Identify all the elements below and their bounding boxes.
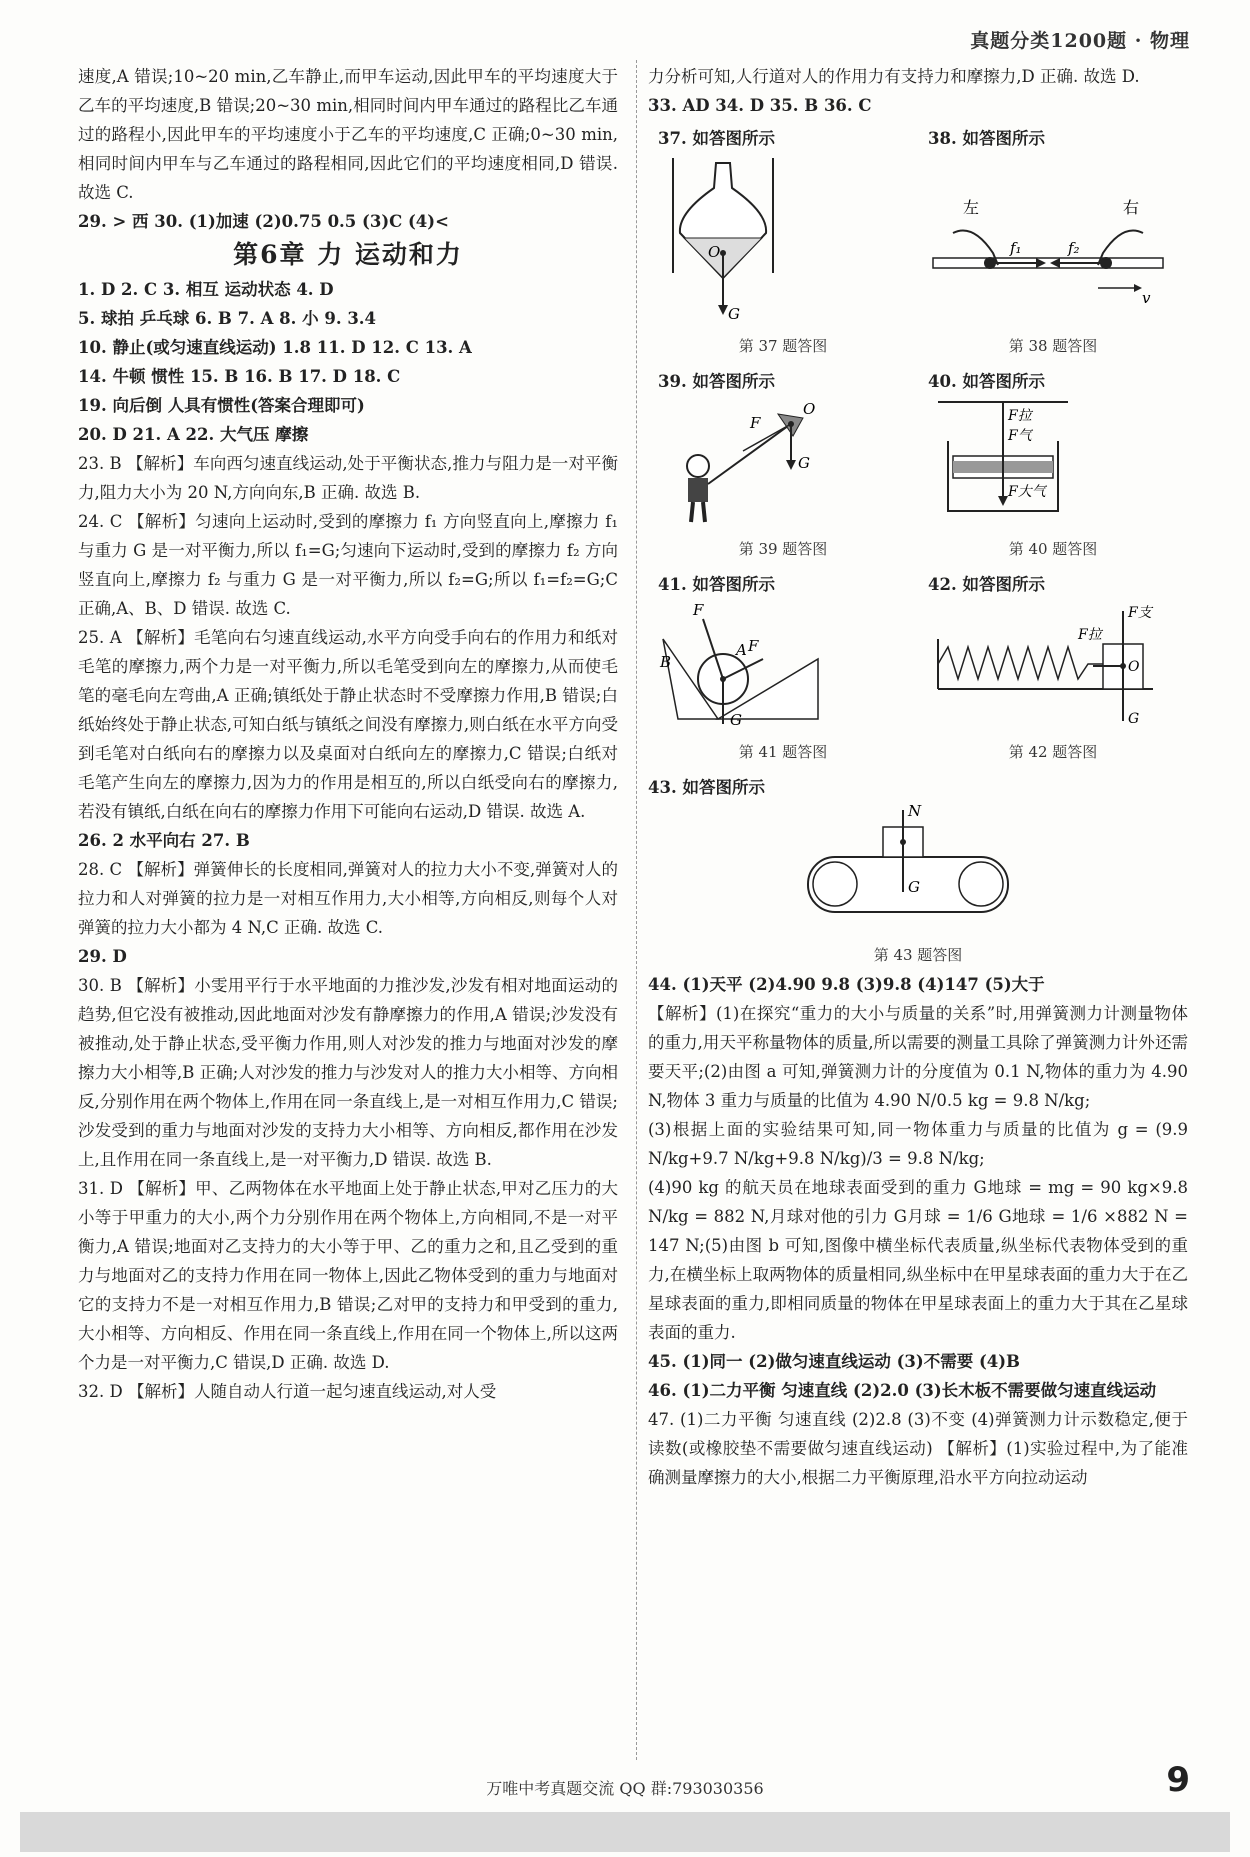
answer-20: 20. D 21. A 22. 大气压 摩擦	[78, 425, 309, 444]
answer-19: 19. 向后倒 人具有惯性(答案合理即可)	[78, 396, 365, 415]
figure-37-drawing	[658, 153, 788, 323]
label-F-top: F	[693, 601, 704, 619]
answer-28: 28. C 【解析】弹簧伸长的长度相同,弹簧对人的拉力大小不变,弹簧对人的拉力和人对弹簧的拉力是一对相互作用力,大小相等,方向相反,则每个人对弹簧的拉力大小都为 4 N,C 正确. 故选 C.	[78, 860, 618, 937]
answer-38: 38. 如答图所示	[928, 129, 1045, 148]
label-F-pull: F拉	[1008, 408, 1032, 424]
figure-42	[928, 570, 1178, 767]
figure-row-37-38	[648, 124, 1188, 361]
label-F-pull: F拉	[1078, 627, 1102, 643]
figure-40-drawing	[928, 396, 1078, 526]
answer-24: 24. C 【解析】匀速向上运动时,受到的摩擦力 f₁ 方向竖直向上,摩擦力 f₁ 与重力 G 是一对平衡力,所以 f₁=G;匀速向下运动时,受到的摩擦力 f₂ 方向竖直向上,摩擦力 f₂ 与重力 G 是一对平衡力,所以 f₂=G;所以 f₁=f₂=G;C 正确,A、B、D 错误. 故选 C.	[78, 512, 618, 618]
answer-30: 30. B 【解析】小雯用平行于水平地面的力推沙发,沙发有相对地面运动的趋势,但它没有被推动,因此地面对沙发有静摩擦力的作用,A 错误;沙发没有被推动,处于静止状态,受平衡力作用,则人对沙发的推力与地面对沙发的摩擦力大小相等,B 正确;人对沙发的推力与沙发对人的推力大小相等、方向相反,分别作用在两个物体上,作用在同一条直线上,是一对相互作用力,C 错误;沙发受到的重力与地面对沙发的支持力大小相等、方向相反,都作用在沙发上,且作用在同一条直线上,是一对平衡力,D 错误. 故选 B.	[78, 976, 618, 1169]
label-F: F	[750, 414, 761, 432]
left-column	[78, 62, 618, 1406]
label-F-right: F	[748, 637, 759, 655]
answer-5: 5. 球拍 乒乓球 6. B 7. A 8. 小 9. 3.4	[78, 309, 377, 328]
answer-42: 42. 如答图所示	[928, 575, 1045, 594]
continued-text: 速度,A 错误;10~20 min,乙车静止,而甲车运动,因此甲车的平均速度大于乙车的平均速度,B 错误;20~30 min,相同时间内甲车通过的路程比乙车通过的路程小,因此甲车的平均速度小于乙车的平均速度,C 正确;0~30 min,相同时间内甲车与乙车通过的路程相同,因此它们的平均速度相同,D 错误. 故选 C.	[78, 67, 618, 202]
label-F-gas: F气	[1008, 428, 1032, 444]
label-O: O	[708, 243, 721, 261]
answer-1: 1. D 2. C 3. 相互 运动状态 4. D	[78, 280, 334, 299]
figure-41	[658, 570, 908, 767]
figure-40	[928, 367, 1178, 564]
label-A: A	[736, 641, 747, 659]
answer-45: 45. (1)同一 (2)做匀速直线运动 (3)不需要 (4)B	[648, 1352, 1021, 1371]
answer-39: 39. 如答图所示	[658, 372, 775, 391]
figure-37-caption: 第 37 题答图	[738, 337, 828, 355]
label-G: G	[728, 305, 740, 323]
figure-39-caption: 第 39 题答图	[738, 540, 828, 558]
label-G: G	[798, 454, 810, 472]
label-B: B	[660, 653, 672, 671]
figure-43	[648, 773, 1188, 970]
figure-41-caption: 第 41 题答图	[738, 743, 828, 761]
answer-44-explain-2: (3)根据上面的实验结果可知,同一物体重力与质量的比值为 g = (9.9 N/kg+9.7 N/kg+9.8 N/kg)/3 = 9.8 N/kg;	[648, 1120, 1188, 1168]
label-f1: f₁	[1010, 239, 1022, 257]
figure-42-caption: 第 42 题答图	[1008, 743, 1098, 761]
answer-44-explain-3: (4)90 kg 的航天员在地球表面受到的重力 G地球 = mg = 90 kg×9.8 N/kg = 882 N,月球对他的引力 G月球 = 1/6 G地球 = 1/6 ×882 N = 147 N;(5)由图 b 可知,图像中横坐标代表质量,纵坐标代表物体受到的重力,在横坐标上取两物体的质量相同,纵坐标中在甲星球表面的重力大于在乙星球表面的重力,即相同质量的物体在甲星球表面上的重力大于其在乙星球表面的重力.	[648, 1178, 1188, 1342]
label-F-support: F支	[1128, 605, 1152, 621]
label-G: G	[908, 878, 920, 896]
figure-37	[658, 124, 908, 361]
answer-29: 29. > 西 30. (1)加速 (2)0.75 0.5 (3)C (4)<	[78, 212, 449, 231]
chapter-title: 第6章 力 运动和力	[233, 240, 463, 269]
figure-row-39-40	[648, 367, 1188, 564]
answer-43: 43. 如答图所示	[648, 778, 765, 797]
answer-23: 23. B 【解析】车向西匀速直线运动,处于平衡状态,推力与阻力是一对平衡力,阻力大小为 20 N,方向向东,B 正确. 故选 B.	[78, 454, 618, 502]
bottom-band	[20, 1812, 1230, 1852]
label-G: G	[1128, 711, 1140, 727]
label-right: 右	[1123, 198, 1140, 217]
figure-38-caption: 第 38 题答图	[1008, 337, 1098, 355]
figure-41-drawing	[658, 599, 828, 729]
label-F-atm: F大气	[1008, 484, 1046, 500]
continued-text-right: 力分析可知,人行道对人的作用力有支持力和摩擦力,D 正确. 故选 D.	[648, 67, 1140, 86]
answer-10: 10. 静止(或匀速直线运动) 1.8 11. D 12. C 13. A	[78, 338, 472, 357]
answer-25: 25. A 【解析】毛笔向右匀速直线运动,水平方向受手向右的作用力和纸对毛笔的摩擦力,两个力是一对平衡力,所以毛笔受到向左的摩擦力,从而使毛笔的毫毛向左弯曲,A 正确;镇纸处于静止状态时不受摩擦力作用,B 错误;白纸始终处于静止状态,可知白纸与镇纸之间没有摩擦力,则白纸在水平方向受到毛笔对白纸向右的摩擦力以及桌面对白纸向左的摩擦力,C 错误;白纸对毛笔产生向左的摩擦力,因为力的作用是相互的,所以白纸受向右的摩擦力,若没有镇纸,白纸在向右的摩擦力作用下可能向右运动,D 错误. 故选 A.	[78, 628, 618, 821]
answer-26: 26. 2 水平向右 27. B	[78, 831, 250, 850]
figure-42-drawing	[928, 599, 1158, 729]
answer-46: 46. (1)二力平衡 匀速直线 (2)2.0 (3)长木板不需要做匀速直线运动	[648, 1381, 1157, 1400]
label-f2: f₂	[1068, 239, 1080, 257]
page-number: 9	[1166, 1760, 1190, 1800]
figure-39	[658, 367, 908, 564]
figure-38	[928, 124, 1178, 361]
answer-37: 37. 如答图所示	[658, 129, 775, 148]
answer-32: 32. D 【解析】人随自动人行道一起匀速直线运动,对人受	[78, 1382, 497, 1401]
answer-41: 41. 如答图所示	[658, 575, 775, 594]
answer-31: 31. D 【解析】甲、乙两物体在水平地面上处于静止状态,甲对乙压力的大小等于甲重力的大小,两个力分别作用在两个物体上,方向相同,不是一对平衡力,A 错误;地面对乙支持力的大小等于甲、乙的重力之和,且乙受到的重力与地面对乙的支持力作用在同一物体上,因此乙物体受到的重力与地面对它的支持力不是一对相互作用力,B 错误;乙对甲的支持力和甲受到的重力,大小相等、方向相反、作用在同一条直线上,作用在同一个物体上,所以这两个力是一对平衡力,C 错误,D 正确. 故选 D.	[78, 1179, 618, 1372]
answer-47: 47. (1)二力平衡 匀速直线 (2)2.8 (3)不变 (4)弹簧测力计示数稳定,便于读数(或橡胶垫不需要做匀速直线运动) 【解析】(1)实验过程中,为了能准确测量摩擦力的大小,根据二力平衡原理,沿水平方向拉动运动	[648, 1410, 1188, 1487]
figure-43-caption: 第 43 题答图	[873, 946, 963, 964]
answer-33: 33. AD 34. D 35. B 36. C	[648, 96, 872, 115]
label-O: O	[803, 400, 816, 418]
figure-row-41-42	[648, 570, 1188, 767]
figure-43-drawing	[648, 802, 1188, 932]
answer-40: 40. 如答图所示	[928, 372, 1045, 391]
answer-44: 44. (1)天平 (2)4.90 9.8 (3)9.8 (4)147 (5)大于	[648, 975, 1045, 994]
label-O: O	[1128, 659, 1140, 675]
label-N: N	[908, 802, 922, 820]
figure-39-drawing	[658, 396, 838, 526]
column-divider	[636, 60, 638, 1760]
figure-40-caption: 第 40 题答图	[1008, 540, 1098, 558]
answer-14: 14. 牛顿 惯性 15. B 16. B 17. D 18. C	[78, 367, 401, 386]
figure-38-drawing	[928, 153, 1168, 323]
page-header: 真题分类1200题 · 物理	[970, 30, 1190, 52]
answer-29b: 29. D	[78, 947, 127, 966]
label-G: G	[730, 711, 742, 729]
label-v: v	[1142, 289, 1151, 307]
label-left: 左	[963, 198, 980, 217]
right-column	[648, 62, 1188, 1492]
answer-44-explain-1: 【解析】(1)在探究“重力的大小与质量的关系”时,用弹簧测力计测量物体的重力,用天平称量物体的质量,所以需要的测量工具除了弹簧测力计外还需要天平;(2)由图 a 可知,弹簧测力计的分度值为 0.1 N,物体的重力为 4.90 N,物体 3 重力与质量的比值为 4.90 N/0.5 kg = 9.8 N/kg;	[648, 1004, 1188, 1110]
footer-text: 万唯中考真题交流 QQ 群:793030356	[486, 1779, 764, 1798]
